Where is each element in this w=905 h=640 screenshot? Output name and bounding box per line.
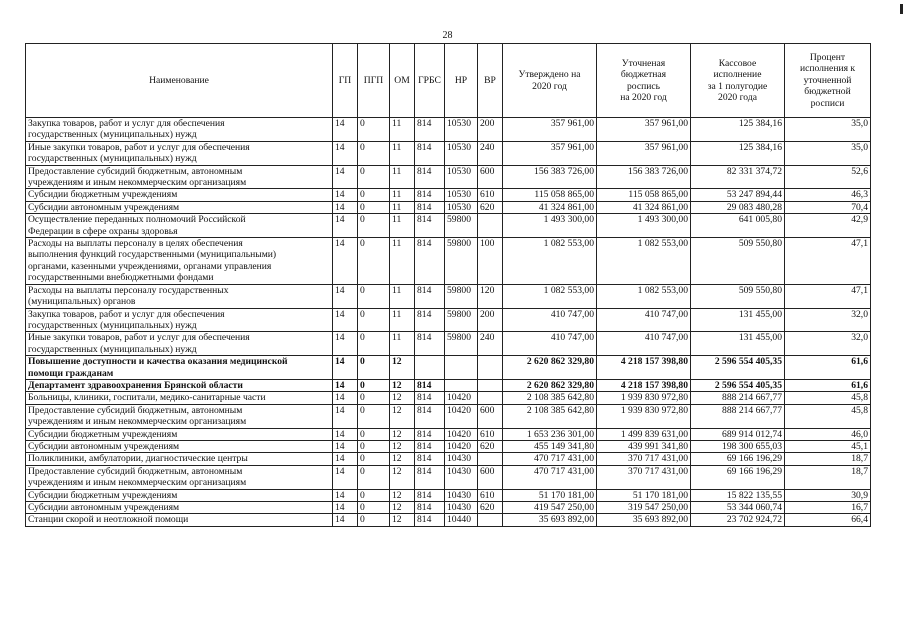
table-row — [26, 514, 871, 526]
cell-refined: 51 170 181,00 — [597, 489, 691, 501]
cell-cash: 131 455,00 — [691, 308, 785, 332]
cell-vr: 120 — [478, 284, 503, 308]
cell-vr: 620 — [478, 440, 503, 452]
cell-cash: 53 247 894,44 — [691, 189, 785, 201]
cell-om: 12 — [390, 428, 415, 440]
cell-grbs: 814 — [415, 453, 445, 465]
cell-name: Закупка товаров, работ и услуг для обеспечения государственных (муниципальных) нужд — [26, 118, 333, 142]
cell-vr — [478, 453, 503, 465]
cell-gp: 14 — [333, 356, 358, 380]
cell-name: Больницы, клиники, госпитали, медико-санитарные части — [26, 392, 333, 404]
edge-mark — [900, 4, 903, 14]
table-row — [26, 284, 871, 308]
table-row — [26, 404, 871, 428]
table-row — [26, 502, 871, 514]
cell-pgp: 0 — [358, 189, 390, 201]
cell-percent: 61,6 — [785, 379, 871, 391]
cell-vr — [478, 214, 503, 238]
header-gp: ГП — [333, 44, 358, 118]
cell-om: 11 — [390, 141, 415, 165]
cell-approved: 1 082 553,00 — [503, 238, 597, 285]
cell-grbs: 814 — [415, 214, 445, 238]
cell-gp: 14 — [333, 165, 358, 189]
cell-grbs: 814 — [415, 428, 445, 440]
header-np: НР — [445, 44, 478, 118]
cell-vr: 620 — [478, 502, 503, 514]
cell-approved: 2 620 862 329,80 — [503, 379, 597, 391]
cell-percent: 35,0 — [785, 141, 871, 165]
cell-cash: 82 331 374,72 — [691, 165, 785, 189]
cell-grbs: 814 — [415, 392, 445, 404]
cell-pgp: 0 — [358, 238, 390, 285]
cell-gp: 14 — [333, 514, 358, 526]
cell-np: 59800 — [445, 332, 478, 356]
cell-gp: 14 — [333, 189, 358, 201]
cell-vr: 100 — [478, 238, 503, 285]
cell-name: Расходы на выплаты персоналу в целях обеспечения выполнения функций государственными (муниципальными) органами, казенными учреждениями, органами управления государственными внебюджетными фондами — [26, 238, 333, 285]
cell-pgp: 0 — [358, 379, 390, 391]
cell-percent: 70,4 — [785, 201, 871, 213]
cell-gp: 14 — [333, 284, 358, 308]
cell-percent: 45,8 — [785, 404, 871, 428]
cell-pgp: 0 — [358, 440, 390, 452]
cell-percent: 47,1 — [785, 284, 871, 308]
cell-np: 10430 — [445, 465, 478, 489]
cell-vr: 600 — [478, 465, 503, 489]
cell-cash: 23 702 924,72 — [691, 514, 785, 526]
cell-name: Субсидии автономным учреждениям — [26, 201, 333, 213]
cell-np: 10430 — [445, 489, 478, 501]
cell-approved: 1 653 236 301,00 — [503, 428, 597, 440]
cell-grbs: 814 — [415, 238, 445, 285]
cell-grbs: 814 — [415, 404, 445, 428]
cell-cash: 641 005,80 — [691, 214, 785, 238]
cell-gp: 14 — [333, 440, 358, 452]
cell-om: 12 — [390, 514, 415, 526]
cell-pgp: 0 — [358, 356, 390, 380]
header-om: ОМ — [390, 44, 415, 118]
cell-np: 10430 — [445, 502, 478, 514]
cell-approved: 470 717 431,00 — [503, 465, 597, 489]
cell-om: 11 — [390, 308, 415, 332]
cell-vr — [478, 514, 503, 526]
cell-np: 10530 — [445, 141, 478, 165]
table-row — [26, 201, 871, 213]
cell-gp: 14 — [333, 392, 358, 404]
cell-cash: 29 083 480,28 — [691, 201, 785, 213]
cell-refined: 35 693 892,00 — [597, 514, 691, 526]
table-row — [26, 141, 871, 165]
cell-gp: 14 — [333, 141, 358, 165]
cell-pgp: 0 — [358, 201, 390, 213]
header-vr: ВР — [478, 44, 503, 118]
cell-np: 10420 — [445, 392, 478, 404]
cell-grbs: 814 — [415, 308, 445, 332]
cell-om: 12 — [390, 489, 415, 501]
cell-approved: 357 961,00 — [503, 141, 597, 165]
cell-np: 10530 — [445, 118, 478, 142]
cell-om: 11 — [390, 189, 415, 201]
cell-refined: 4 218 157 398,80 — [597, 356, 691, 380]
cell-grbs: 814 — [415, 118, 445, 142]
cell-cash: 2 596 554 405,35 — [691, 356, 785, 380]
cell-percent: 32,0 — [785, 332, 871, 356]
budget-table — [25, 43, 871, 527]
header-row — [26, 44, 871, 118]
cell-cash: 509 550,80 — [691, 238, 785, 285]
cell-percent: 45,8 — [785, 392, 871, 404]
cell-name: Предоставление субсидий бюджетным, автономным учреждениям и иным некоммерческим организациям — [26, 165, 333, 189]
header-approved: Утверждено на 2020 год — [503, 44, 597, 118]
cell-percent: 45,1 — [785, 440, 871, 452]
cell-pgp: 0 — [358, 165, 390, 189]
cell-percent: 42,9 — [785, 214, 871, 238]
cell-gp: 14 — [333, 308, 358, 332]
cell-gp: 14 — [333, 238, 358, 285]
cell-name: Субсидии автономным учреждениям — [26, 502, 333, 514]
cell-percent: 66,4 — [785, 514, 871, 526]
cell-approved: 2 108 385 642,80 — [503, 392, 597, 404]
cell-grbs: 814 — [415, 489, 445, 501]
cell-np: 59800 — [445, 308, 478, 332]
cell-name: Расходы на выплаты персоналу государственных (муниципальных) органов — [26, 284, 333, 308]
cell-percent: 30,9 — [785, 489, 871, 501]
cell-vr: 610 — [478, 428, 503, 440]
header-pgp: ПГП — [358, 44, 390, 118]
cell-name: Осуществление переданных полномочий Российской Федерации в сфере охраны здоровья — [26, 214, 333, 238]
table-row — [26, 489, 871, 501]
cell-refined: 410 747,00 — [597, 308, 691, 332]
cell-vr: 620 — [478, 201, 503, 213]
cell-refined: 1 082 553,00 — [597, 238, 691, 285]
cell-cash: 15 822 135,55 — [691, 489, 785, 501]
cell-cash: 509 550,80 — [691, 284, 785, 308]
cell-cash: 888 214 667,77 — [691, 404, 785, 428]
cell-np: 10530 — [445, 165, 478, 189]
cell-om: 11 — [390, 332, 415, 356]
cell-cash: 125 384,16 — [691, 141, 785, 165]
cell-percent: 32,0 — [785, 308, 871, 332]
table-row — [26, 214, 871, 238]
cell-pgp: 0 — [358, 489, 390, 501]
cell-grbs: 814 — [415, 502, 445, 514]
cell-om: 12 — [390, 502, 415, 514]
cell-refined: 1 082 553,00 — [597, 284, 691, 308]
cell-pgp: 0 — [358, 392, 390, 404]
cell-grbs: 814 — [415, 379, 445, 391]
cell-percent: 61,6 — [785, 356, 871, 380]
cell-np: 10430 — [445, 453, 478, 465]
cell-refined: 115 058 865,00 — [597, 189, 691, 201]
cell-np: 59800 — [445, 284, 478, 308]
cell-percent: 16,7 — [785, 502, 871, 514]
cell-cash: 2 596 554 405,35 — [691, 379, 785, 391]
cell-vr: 200 — [478, 118, 503, 142]
cell-om: 12 — [390, 356, 415, 380]
cell-refined: 439 991 341,80 — [597, 440, 691, 452]
cell-vr — [478, 379, 503, 391]
cell-gp: 14 — [333, 332, 358, 356]
cell-np — [445, 379, 478, 391]
cell-np — [445, 356, 478, 380]
cell-grbs: 814 — [415, 284, 445, 308]
cell-np: 10440 — [445, 514, 478, 526]
table-row — [26, 238, 871, 285]
cell-approved: 410 747,00 — [503, 332, 597, 356]
table-row — [26, 440, 871, 452]
cell-approved: 419 547 250,00 — [503, 502, 597, 514]
cell-refined: 319 547 250,00 — [597, 502, 691, 514]
cell-om: 12 — [390, 379, 415, 391]
cell-refined: 410 747,00 — [597, 332, 691, 356]
cell-om: 12 — [390, 440, 415, 452]
cell-pgp: 0 — [358, 141, 390, 165]
cell-gp: 14 — [333, 428, 358, 440]
cell-refined: 357 961,00 — [597, 118, 691, 142]
cell-om: 12 — [390, 465, 415, 489]
cell-cash: 69 166 196,29 — [691, 465, 785, 489]
cell-refined: 370 717 431,00 — [597, 465, 691, 489]
cell-vr — [478, 392, 503, 404]
cell-om: 11 — [390, 201, 415, 213]
cell-approved: 410 747,00 — [503, 308, 597, 332]
cell-pgp: 0 — [358, 332, 390, 356]
cell-cash: 888 214 667,77 — [691, 392, 785, 404]
cell-approved: 357 961,00 — [503, 118, 597, 142]
cell-gp: 14 — [333, 201, 358, 213]
cell-name: Поликлиники, амбулатории, диагностические центры — [26, 453, 333, 465]
cell-approved: 35 693 892,00 — [503, 514, 597, 526]
table-row — [26, 392, 871, 404]
table-row — [26, 165, 871, 189]
cell-pgp: 0 — [358, 308, 390, 332]
table-row — [26, 356, 871, 380]
cell-gp: 14 — [333, 465, 358, 489]
cell-np: 10420 — [445, 428, 478, 440]
cell-cash: 198 300 655,03 — [691, 440, 785, 452]
cell-refined: 41 324 861,00 — [597, 201, 691, 213]
cell-name: Субсидии бюджетным учреждениям — [26, 428, 333, 440]
page-number: 28 — [442, 30, 453, 41]
cell-pgp: 0 — [358, 514, 390, 526]
table-row — [26, 379, 871, 391]
cell-np: 59800 — [445, 214, 478, 238]
cell-om: 11 — [390, 118, 415, 142]
cell-gp: 14 — [333, 453, 358, 465]
cell-grbs: 814 — [415, 440, 445, 452]
cell-refined: 1 493 300,00 — [597, 214, 691, 238]
header-grbs: ГРБС — [415, 44, 445, 118]
cell-approved: 2 620 862 329,80 — [503, 356, 597, 380]
table-row — [26, 189, 871, 201]
cell-vr: 600 — [478, 165, 503, 189]
cell-approved: 470 717 431,00 — [503, 453, 597, 465]
cell-gp: 14 — [333, 502, 358, 514]
cell-name: Предоставление субсидий бюджетным, автономным учреждениям и иным некоммерческим организациям — [26, 465, 333, 489]
cell-np: 10420 — [445, 440, 478, 452]
table-row — [26, 118, 871, 142]
cell-pgp: 0 — [358, 428, 390, 440]
cell-approved: 1 082 553,00 — [503, 284, 597, 308]
cell-pgp: 0 — [358, 214, 390, 238]
cell-cash: 69 166 196,29 — [691, 453, 785, 465]
cell-grbs: 814 — [415, 189, 445, 201]
cell-grbs: 814 — [415, 514, 445, 526]
cell-percent: 18,7 — [785, 465, 871, 489]
header-name: Наименование — [26, 44, 333, 118]
cell-om: 11 — [390, 165, 415, 189]
cell-grbs: 814 — [415, 332, 445, 356]
cell-name: Субсидии автономным учреждениям — [26, 440, 333, 452]
cell-vr: 240 — [478, 332, 503, 356]
cell-om: 11 — [390, 214, 415, 238]
cell-pgp: 0 — [358, 502, 390, 514]
cell-percent: 35,0 — [785, 118, 871, 142]
cell-np: 59800 — [445, 238, 478, 285]
cell-name: Субсидии бюджетным учреждениям — [26, 189, 333, 201]
table-row — [26, 465, 871, 489]
cell-cash: 689 914 012,74 — [691, 428, 785, 440]
cell-name: Станции скорой и неотложной помощи — [26, 514, 333, 526]
cell-om: 12 — [390, 392, 415, 404]
cell-name: Предоставление субсидий бюджетным, автономным учреждениям и иным некоммерческим организациям — [26, 404, 333, 428]
cell-cash: 131 455,00 — [691, 332, 785, 356]
cell-refined: 357 961,00 — [597, 141, 691, 165]
cell-percent: 47,1 — [785, 238, 871, 285]
cell-refined: 370 717 431,00 — [597, 453, 691, 465]
cell-np: 10530 — [445, 201, 478, 213]
cell-refined: 1 939 830 972,80 — [597, 404, 691, 428]
header-refined: Уточненая бюджетная роспись на 2020 год — [597, 44, 691, 118]
cell-approved: 115 058 865,00 — [503, 189, 597, 201]
table-row — [26, 453, 871, 465]
cell-name: Субсидии бюджетным учреждениям — [26, 489, 333, 501]
cell-vr: 200 — [478, 308, 503, 332]
cell-cash: 53 344 060,74 — [691, 502, 785, 514]
cell-grbs: 814 — [415, 465, 445, 489]
cell-percent: 52,6 — [785, 165, 871, 189]
table-row — [26, 332, 871, 356]
cell-gp: 14 — [333, 404, 358, 428]
cell-vr: 240 — [478, 141, 503, 165]
cell-percent: 46,0 — [785, 428, 871, 440]
cell-vr: 610 — [478, 189, 503, 201]
cell-grbs: 814 — [415, 165, 445, 189]
cell-pgp: 0 — [358, 284, 390, 308]
cell-om: 12 — [390, 404, 415, 428]
cell-refined: 1 499 839 631,00 — [597, 428, 691, 440]
cell-gp: 14 — [333, 118, 358, 142]
cell-pgp: 0 — [358, 465, 390, 489]
cell-gp: 14 — [333, 379, 358, 391]
cell-name: Повышение доступности и качества оказания медицинской помощи гражданам — [26, 356, 333, 380]
cell-name: Иные закупки товаров, работ и услуг для обеспечения государственных (муниципальных) нужд — [26, 332, 333, 356]
cell-np: 10530 — [445, 189, 478, 201]
cell-name: Иные закупки товаров, работ и услуг для обеспечения государственных (муниципальных) нужд — [26, 141, 333, 165]
cell-pgp: 0 — [358, 118, 390, 142]
cell-approved: 2 108 385 642,80 — [503, 404, 597, 428]
cell-vr: 600 — [478, 404, 503, 428]
cell-approved: 455 149 341,80 — [503, 440, 597, 452]
cell-approved: 51 170 181,00 — [503, 489, 597, 501]
cell-vr — [478, 356, 503, 380]
cell-name: Закупка товаров, работ и услуг для обеспечения государственных (муниципальных) нужд — [26, 308, 333, 332]
cell-cash: 125 384,16 — [691, 118, 785, 142]
cell-vr: 610 — [478, 489, 503, 501]
cell-om: 11 — [390, 238, 415, 285]
cell-refined: 4 218 157 398,80 — [597, 379, 691, 391]
cell-name: Департамент здравоохранения Брянской области — [26, 379, 333, 391]
cell-pgp: 0 — [358, 404, 390, 428]
cell-grbs: 814 — [415, 201, 445, 213]
cell-gp: 14 — [333, 214, 358, 238]
cell-gp: 14 — [333, 489, 358, 501]
header-cash: Кассовое исполнение за 1 полугодие 2020 года — [691, 44, 785, 118]
cell-grbs: 814 — [415, 141, 445, 165]
table-row — [26, 308, 871, 332]
cell-percent: 18,7 — [785, 453, 871, 465]
cell-percent: 46,3 — [785, 189, 871, 201]
cell-approved: 1 493 300,00 — [503, 214, 597, 238]
cell-refined: 156 383 726,00 — [597, 165, 691, 189]
cell-refined: 1 939 830 972,80 — [597, 392, 691, 404]
cell-pgp: 0 — [358, 453, 390, 465]
cell-approved: 156 383 726,00 — [503, 165, 597, 189]
cell-np: 10420 — [445, 404, 478, 428]
cell-grbs — [415, 356, 445, 380]
table-row — [26, 428, 871, 440]
cell-om: 12 — [390, 453, 415, 465]
cell-om: 11 — [390, 284, 415, 308]
header-percent: Процент исполнения к уточненной бюджетной росписи — [785, 44, 871, 118]
cell-approved: 41 324 861,00 — [503, 201, 597, 213]
